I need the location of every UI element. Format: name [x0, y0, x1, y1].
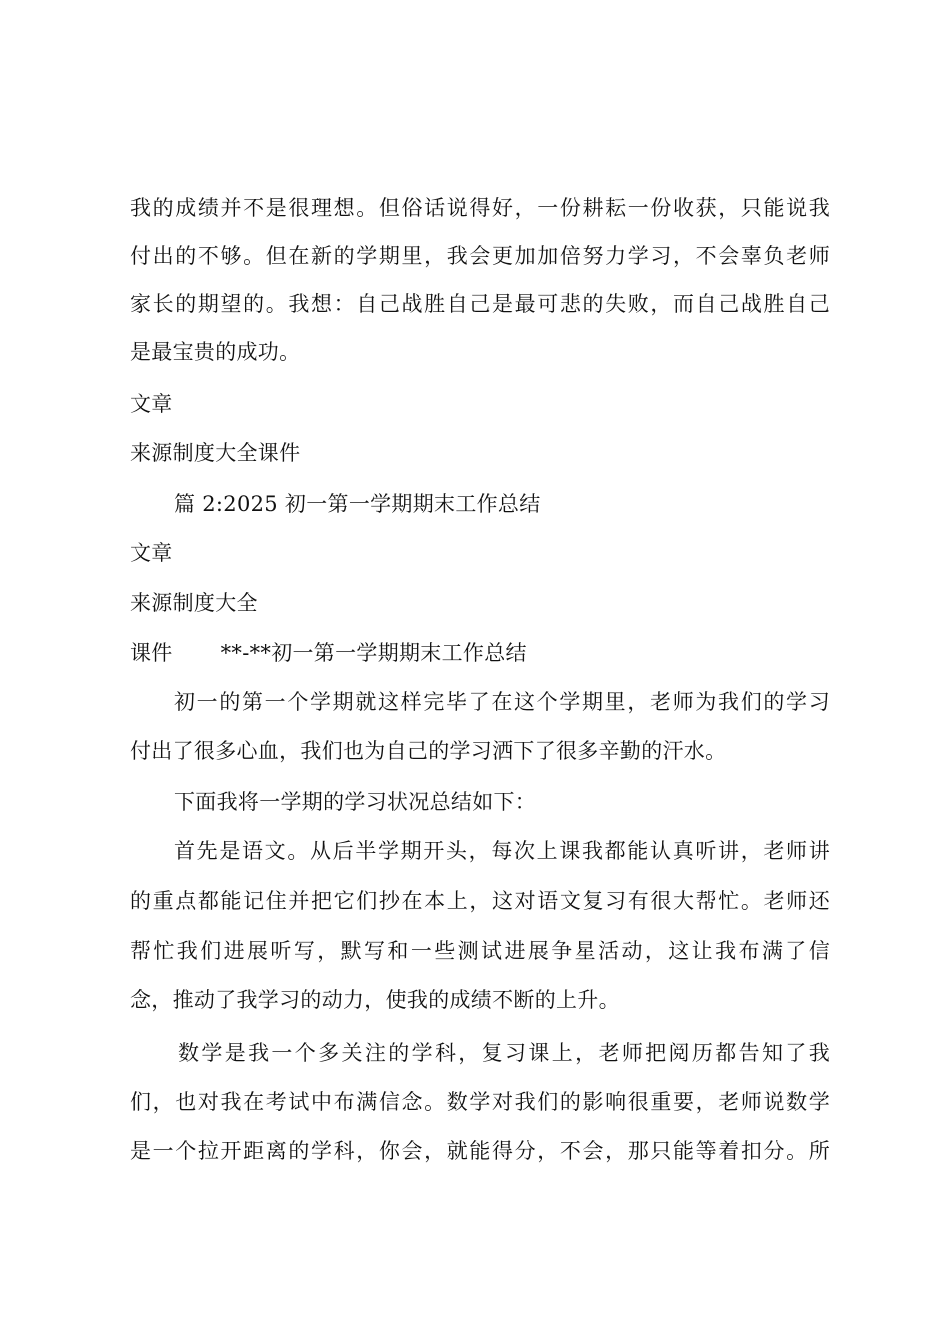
source-label: 来源制度大全课件 — [130, 441, 301, 465]
paragraph-line: 首先是语文。从后半学期开头，每次上课我都能认真听讲，老师讲 — [174, 839, 830, 863]
paragraph-line: 下面我将一学期的学习状况总结如下： — [174, 790, 537, 814]
source-label: 文章 — [130, 392, 173, 416]
paragraph-line: 付出了很多心血，我们也为自己的学习洒下了很多辛勤的汗水。 — [130, 739, 727, 763]
document-title: **-**初一第一学期期末工作总结 — [220, 641, 527, 665]
paragraph-line: 付出的不够。但在新的学期里，我会更加加倍努力学习，不会辜负老师 — [130, 244, 830, 268]
paragraph-line: 的重点都能记住并把它们抄在本上，这对语文复习有很大帮忙。老师还 — [130, 889, 830, 913]
paragraph-line: 家长的期望的。我想：自己战胜自己是最可悲的失败，而自己战胜自己 — [130, 292, 830, 316]
paragraph-line: 是最宝贵的成功。 — [130, 340, 301, 364]
paragraph-line: 数学是我一个多关注的学科，复习课上，老师把阅历都告知了我 — [178, 1041, 830, 1065]
paragraph-line: 初一的第一个学期就这样完毕了在这个学期里，老师为我们的学习 — [174, 690, 830, 714]
paragraph-line: 帮忙我们进展听写，默写和一些测试进展争星活动，这让我布满了信 — [130, 939, 830, 963]
paragraph-line: 念，推动了我学习的动力，使我的成绩不断的上升。 — [130, 988, 620, 1012]
paragraph-line: 是一个拉开距离的学科，你会，就能得分，不会，那只能等着扣分。所 — [130, 1139, 830, 1163]
title-row — [130, 638, 830, 668]
section-title: 篇 2:2025 初一第一学期期末工作总结 — [174, 492, 541, 516]
source-label: 课件 — [130, 641, 173, 665]
paragraph-line: 我的成绩并不是很理想。但俗话说得好，一份耕耘一份收获，只能说我 — [130, 196, 830, 220]
source-label: 文章 — [130, 541, 173, 565]
paragraph-line: 们，也对我在考试中布满信念。数学对我们的影响很重要，老师说数学 — [130, 1090, 830, 1114]
source-label: 来源制度大全 — [130, 591, 258, 615]
